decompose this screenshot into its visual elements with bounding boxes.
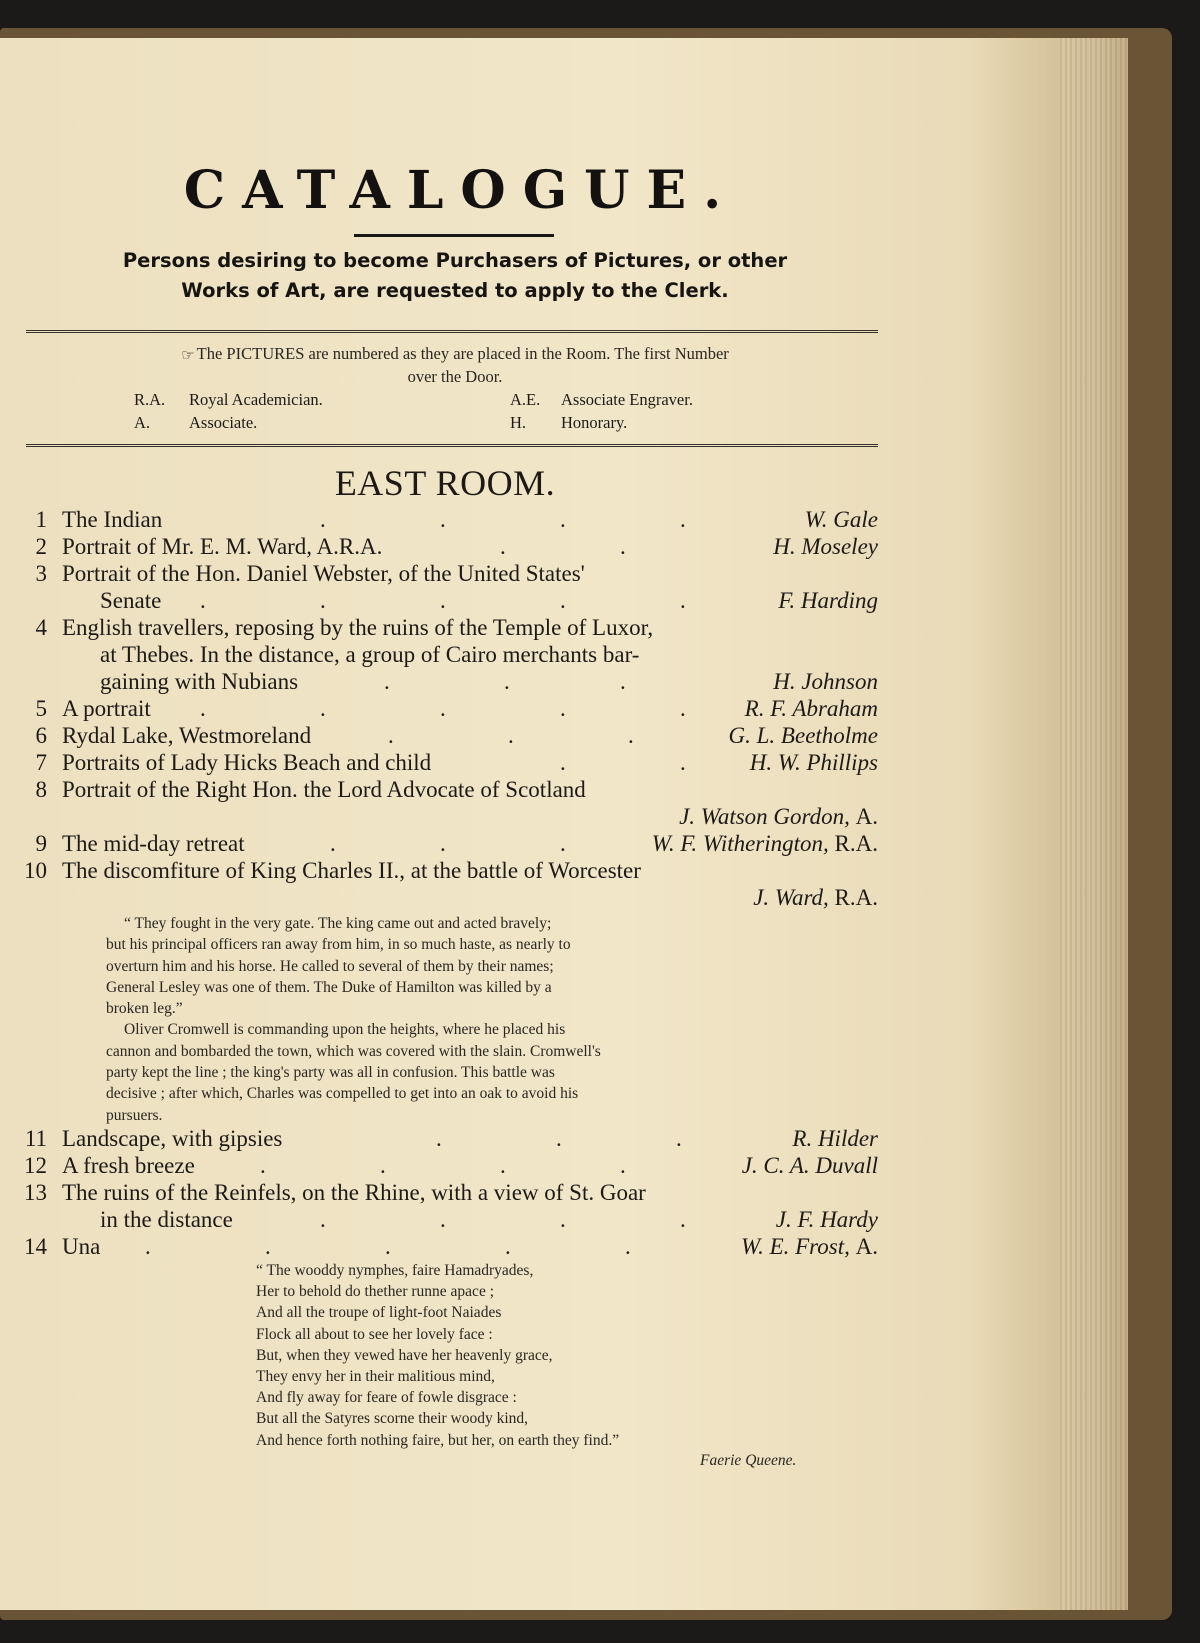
leader-dots: . bbox=[620, 669, 626, 694]
leader-dots: . bbox=[680, 750, 686, 775]
leader-dots: . bbox=[560, 831, 566, 856]
abbr-code: A.E. bbox=[510, 390, 541, 409]
entry-title: A portrait bbox=[62, 696, 151, 721]
entry-title-line: English travellers, reposing by the ruins of the Temple of Luxor, bbox=[62, 615, 654, 640]
leader-dots: . bbox=[625, 1234, 631, 1259]
entry-title: Portraits of Lady Hicks Beach and child bbox=[62, 750, 432, 775]
entry-3-continued bbox=[0, 588, 880, 615]
page-title: CATALOGUE. bbox=[183, 160, 739, 221]
entry-10-continued bbox=[0, 885, 880, 912]
leader-dots: . bbox=[200, 696, 206, 721]
poem-line: They envy her in their malitious mind, bbox=[256, 1368, 495, 1386]
notice-line-2: Works of Art, are requested to apply to the Clerk. bbox=[181, 279, 729, 302]
leader-dots: . bbox=[560, 750, 566, 775]
quote-line: pursuers. bbox=[106, 1106, 163, 1124]
leader-dots: . bbox=[145, 1234, 151, 1259]
entry-7 bbox=[0, 750, 880, 777]
entry-title: Portrait of the Right Hon. the Lord Advocate of Scotland bbox=[62, 777, 586, 802]
leader-dots: . bbox=[440, 696, 446, 721]
entry-4-continued bbox=[0, 669, 880, 696]
page-edges bbox=[1060, 38, 1128, 1610]
entry-10 bbox=[0, 858, 880, 885]
artist-rank: R.A. bbox=[834, 831, 878, 856]
leader-dots: . bbox=[500, 1153, 506, 1178]
entry-artist: R. F. Abraham bbox=[744, 696, 878, 721]
abbr-meaning: Royal Academician. bbox=[189, 390, 323, 409]
entry-number: 7 bbox=[35, 750, 47, 775]
quote-line: “ They fought in the very gate. The king came out and acted bravely; bbox=[124, 915, 552, 932]
entry-artist bbox=[741, 1234, 878, 1260]
quote-line: General Lesley was one of them. The Duke of Hamilton was killed by a bbox=[106, 978, 552, 996]
entry-artist: J. F. Hardy bbox=[775, 1207, 878, 1232]
leader-dots: . bbox=[680, 696, 686, 721]
entry-5 bbox=[0, 696, 880, 723]
entry-artist: R. Hilder bbox=[792, 1126, 878, 1151]
abbr-code: H. bbox=[510, 413, 527, 432]
poem-citation: Faerie Queene. bbox=[700, 1452, 797, 1469]
entry-9 bbox=[0, 831, 880, 858]
leader-dots: . bbox=[384, 669, 390, 694]
entry-artist: J. C. A. Duvall bbox=[741, 1153, 878, 1178]
entry-number: 5 bbox=[35, 696, 47, 721]
room-heading: EAST ROOM. bbox=[334, 463, 556, 503]
entry-artist: H. W. Phillips bbox=[749, 750, 878, 775]
artist-rank: R.A. bbox=[834, 885, 878, 910]
leader-dots: . bbox=[500, 534, 506, 559]
poem-line: But all the Satyres scorne their woody kind, bbox=[256, 1410, 529, 1428]
entry-artist bbox=[753, 885, 878, 911]
abbr-meaning: Associate. bbox=[189, 413, 258, 432]
entry-title-line: gaining with Nubians bbox=[100, 669, 299, 694]
poem-line: And fly away for feare of fowle disgrace : bbox=[256, 1389, 517, 1407]
entry-artist: F. Harding bbox=[778, 588, 878, 613]
leader-dots: . bbox=[620, 534, 626, 559]
entry-title-line: Portrait of the Hon. Daniel Webster, of the United States' bbox=[62, 561, 585, 586]
leader-dots: . bbox=[320, 588, 326, 613]
leader-dots: . bbox=[560, 507, 566, 532]
entry-title-line: The ruins of the Reinfels, on the Rhine, with a view of St. Goar bbox=[62, 1180, 646, 1205]
leader-dots: . bbox=[680, 1207, 686, 1232]
leader-dots: . bbox=[260, 1153, 266, 1178]
entry-number: 12 bbox=[24, 1153, 47, 1178]
entry-title: Rydal Lake, Westmoreland bbox=[62, 723, 312, 748]
entry-artist bbox=[652, 831, 878, 857]
entry-artist: H. Moseley bbox=[773, 534, 878, 559]
poem-line: “ The wooddy nymphes, faire Hamadryades, bbox=[256, 1262, 534, 1279]
leader-dots: . bbox=[330, 831, 336, 856]
entry-1 bbox=[0, 507, 880, 534]
quote-line: cannon and bombarded the town, which was covered with the slain. Cromwell's bbox=[106, 1042, 601, 1060]
entry-title: Una bbox=[62, 1234, 101, 1259]
entry-11 bbox=[0, 1126, 880, 1153]
poem-line: But, when they vewed have her heavenly grace, bbox=[256, 1346, 553, 1364]
double-rule-top bbox=[26, 330, 878, 333]
abbr-meaning: Honorary. bbox=[561, 413, 628, 432]
purchase-notice bbox=[40, 246, 870, 306]
entry-artist: G. L. Beetholme bbox=[728, 723, 878, 748]
entry-8-continued bbox=[0, 804, 880, 831]
leader-dots: . bbox=[388, 723, 394, 748]
title-rule bbox=[354, 234, 554, 237]
entry-number: 14 bbox=[24, 1234, 47, 1259]
quote-line: decisive ; after which, Charles was compelled to get into an oak to avoid his bbox=[106, 1085, 579, 1103]
artist-name: J. Watson Gordon, bbox=[679, 804, 850, 829]
artist-rank: A. bbox=[855, 1234, 878, 1259]
entry-10-quotation bbox=[106, 913, 794, 1126]
entry-number: 1 bbox=[35, 507, 47, 532]
quote-line: overturn him and his horse. He called to several of them by their names; bbox=[106, 957, 554, 975]
artist-rank: A. bbox=[855, 804, 878, 829]
leader-dots: . bbox=[680, 507, 686, 532]
abbr-code: R.A. bbox=[134, 390, 166, 409]
leader-dots: . bbox=[556, 1126, 562, 1151]
entry-title-line: Senate bbox=[100, 588, 162, 613]
quote-line: party kept the line ; the king's party was all in confusion. This battle was bbox=[106, 1064, 555, 1082]
info-line-2: over the Door. bbox=[407, 367, 503, 386]
entry-title: The discomfiture of King Charles II., at the battle of Worcester bbox=[62, 858, 641, 883]
leader-dots: . bbox=[380, 1153, 386, 1178]
entry-3 bbox=[0, 561, 880, 588]
poem-line: And hence forth nothing faire, but her, on earth they find.” bbox=[256, 1431, 620, 1449]
leader-dots: . bbox=[676, 1126, 682, 1151]
entry-title-line: in the distance bbox=[100, 1207, 233, 1232]
entry-6 bbox=[0, 723, 880, 750]
artist-name: W. E. Frost, bbox=[741, 1234, 850, 1259]
entry-title-line: at Thebes. In the distance, a group of Cairo merchants bar- bbox=[100, 642, 640, 667]
poem-line: And all the troupe of light-foot Naiades bbox=[256, 1304, 502, 1322]
abbr-meaning: Associate Engraver. bbox=[561, 390, 693, 409]
leader-dots: . bbox=[265, 1234, 271, 1259]
leader-dots: . bbox=[200, 588, 206, 613]
numbering-info bbox=[40, 343, 870, 387]
leader-dots: . bbox=[628, 723, 634, 748]
entry-artist: W. Gale bbox=[804, 507, 878, 532]
entry-13 bbox=[0, 1180, 880, 1207]
entry-artist: H. Johnson bbox=[773, 669, 878, 694]
abbr-code: A. bbox=[134, 413, 151, 432]
leader-dots: . bbox=[440, 507, 446, 532]
poem-line: Flock all about to see her lovely face : bbox=[256, 1325, 493, 1343]
notice-line-1: Persons desiring to become Purchasers of Pictures, or other bbox=[122, 249, 788, 272]
leader-dots: . bbox=[320, 1207, 326, 1232]
entry-14-poem bbox=[256, 1260, 856, 1451]
poem-line: Her to behold do thether runne apace ; bbox=[256, 1283, 495, 1301]
artist-name: W. F. Witherington, bbox=[651, 831, 829, 856]
entry-title: Landscape, with gipsies bbox=[62, 1126, 283, 1151]
entry-4 bbox=[0, 615, 880, 642]
entry-number: 6 bbox=[35, 723, 47, 748]
entry-artist bbox=[679, 804, 878, 830]
entry-title: Portrait of Mr. E. M. Ward, A.R.A. bbox=[62, 534, 383, 559]
leader-dots: . bbox=[320, 696, 326, 721]
entry-13-continued bbox=[0, 1207, 880, 1234]
artist-name: J. Ward, bbox=[753, 885, 829, 910]
leader-dots: . bbox=[560, 588, 566, 613]
leader-dots: . bbox=[680, 588, 686, 613]
entry-title: The mid-day retreat bbox=[62, 831, 245, 856]
double-rule-bottom bbox=[26, 444, 878, 447]
pointing-hand-icon: ☞ bbox=[181, 348, 195, 364]
entry-number: 13 bbox=[24, 1180, 47, 1205]
entry-number: 9 bbox=[35, 831, 47, 856]
quote-line: broken leg.” bbox=[106, 1000, 183, 1018]
entry-8 bbox=[0, 777, 880, 804]
entry-number: 8 bbox=[35, 777, 47, 802]
entry-number: 11 bbox=[24, 1126, 47, 1151]
quote-line: but his principal officers ran away from him, in so much haste, as nearly to bbox=[106, 936, 571, 954]
entry-number: 10 bbox=[24, 858, 47, 883]
leader-dots: . bbox=[436, 1126, 442, 1151]
leader-dots: . bbox=[505, 1234, 511, 1259]
leader-dots: . bbox=[620, 1153, 626, 1178]
entry-4-continued bbox=[0, 642, 880, 669]
leader-dots: . bbox=[320, 507, 326, 532]
leader-dots: . bbox=[440, 588, 446, 613]
leader-dots: . bbox=[440, 1207, 446, 1232]
leader-dots: . bbox=[385, 1234, 391, 1259]
leader-dots: . bbox=[504, 669, 510, 694]
entry-2 bbox=[0, 534, 880, 561]
entry-12 bbox=[0, 1153, 880, 1180]
info-line-1: The PICTURES are numbered as they are placed in the Room. The first Number bbox=[196, 344, 729, 363]
quote-line: Oliver Cromwell is commanding upon the heights, where he placed his bbox=[124, 1021, 566, 1039]
entry-title: A fresh breeze bbox=[62, 1153, 195, 1178]
entry-number: 4 bbox=[35, 615, 47, 640]
leader-dots: . bbox=[560, 696, 566, 721]
leader-dots: . bbox=[508, 723, 514, 748]
leader-dots: . bbox=[560, 1207, 566, 1232]
entry-number: 2 bbox=[35, 534, 47, 559]
leader-dots: . bbox=[440, 831, 446, 856]
entry-title: The Indian bbox=[62, 507, 163, 532]
entry-number: 3 bbox=[35, 561, 47, 586]
entry-14 bbox=[0, 1234, 880, 1261]
